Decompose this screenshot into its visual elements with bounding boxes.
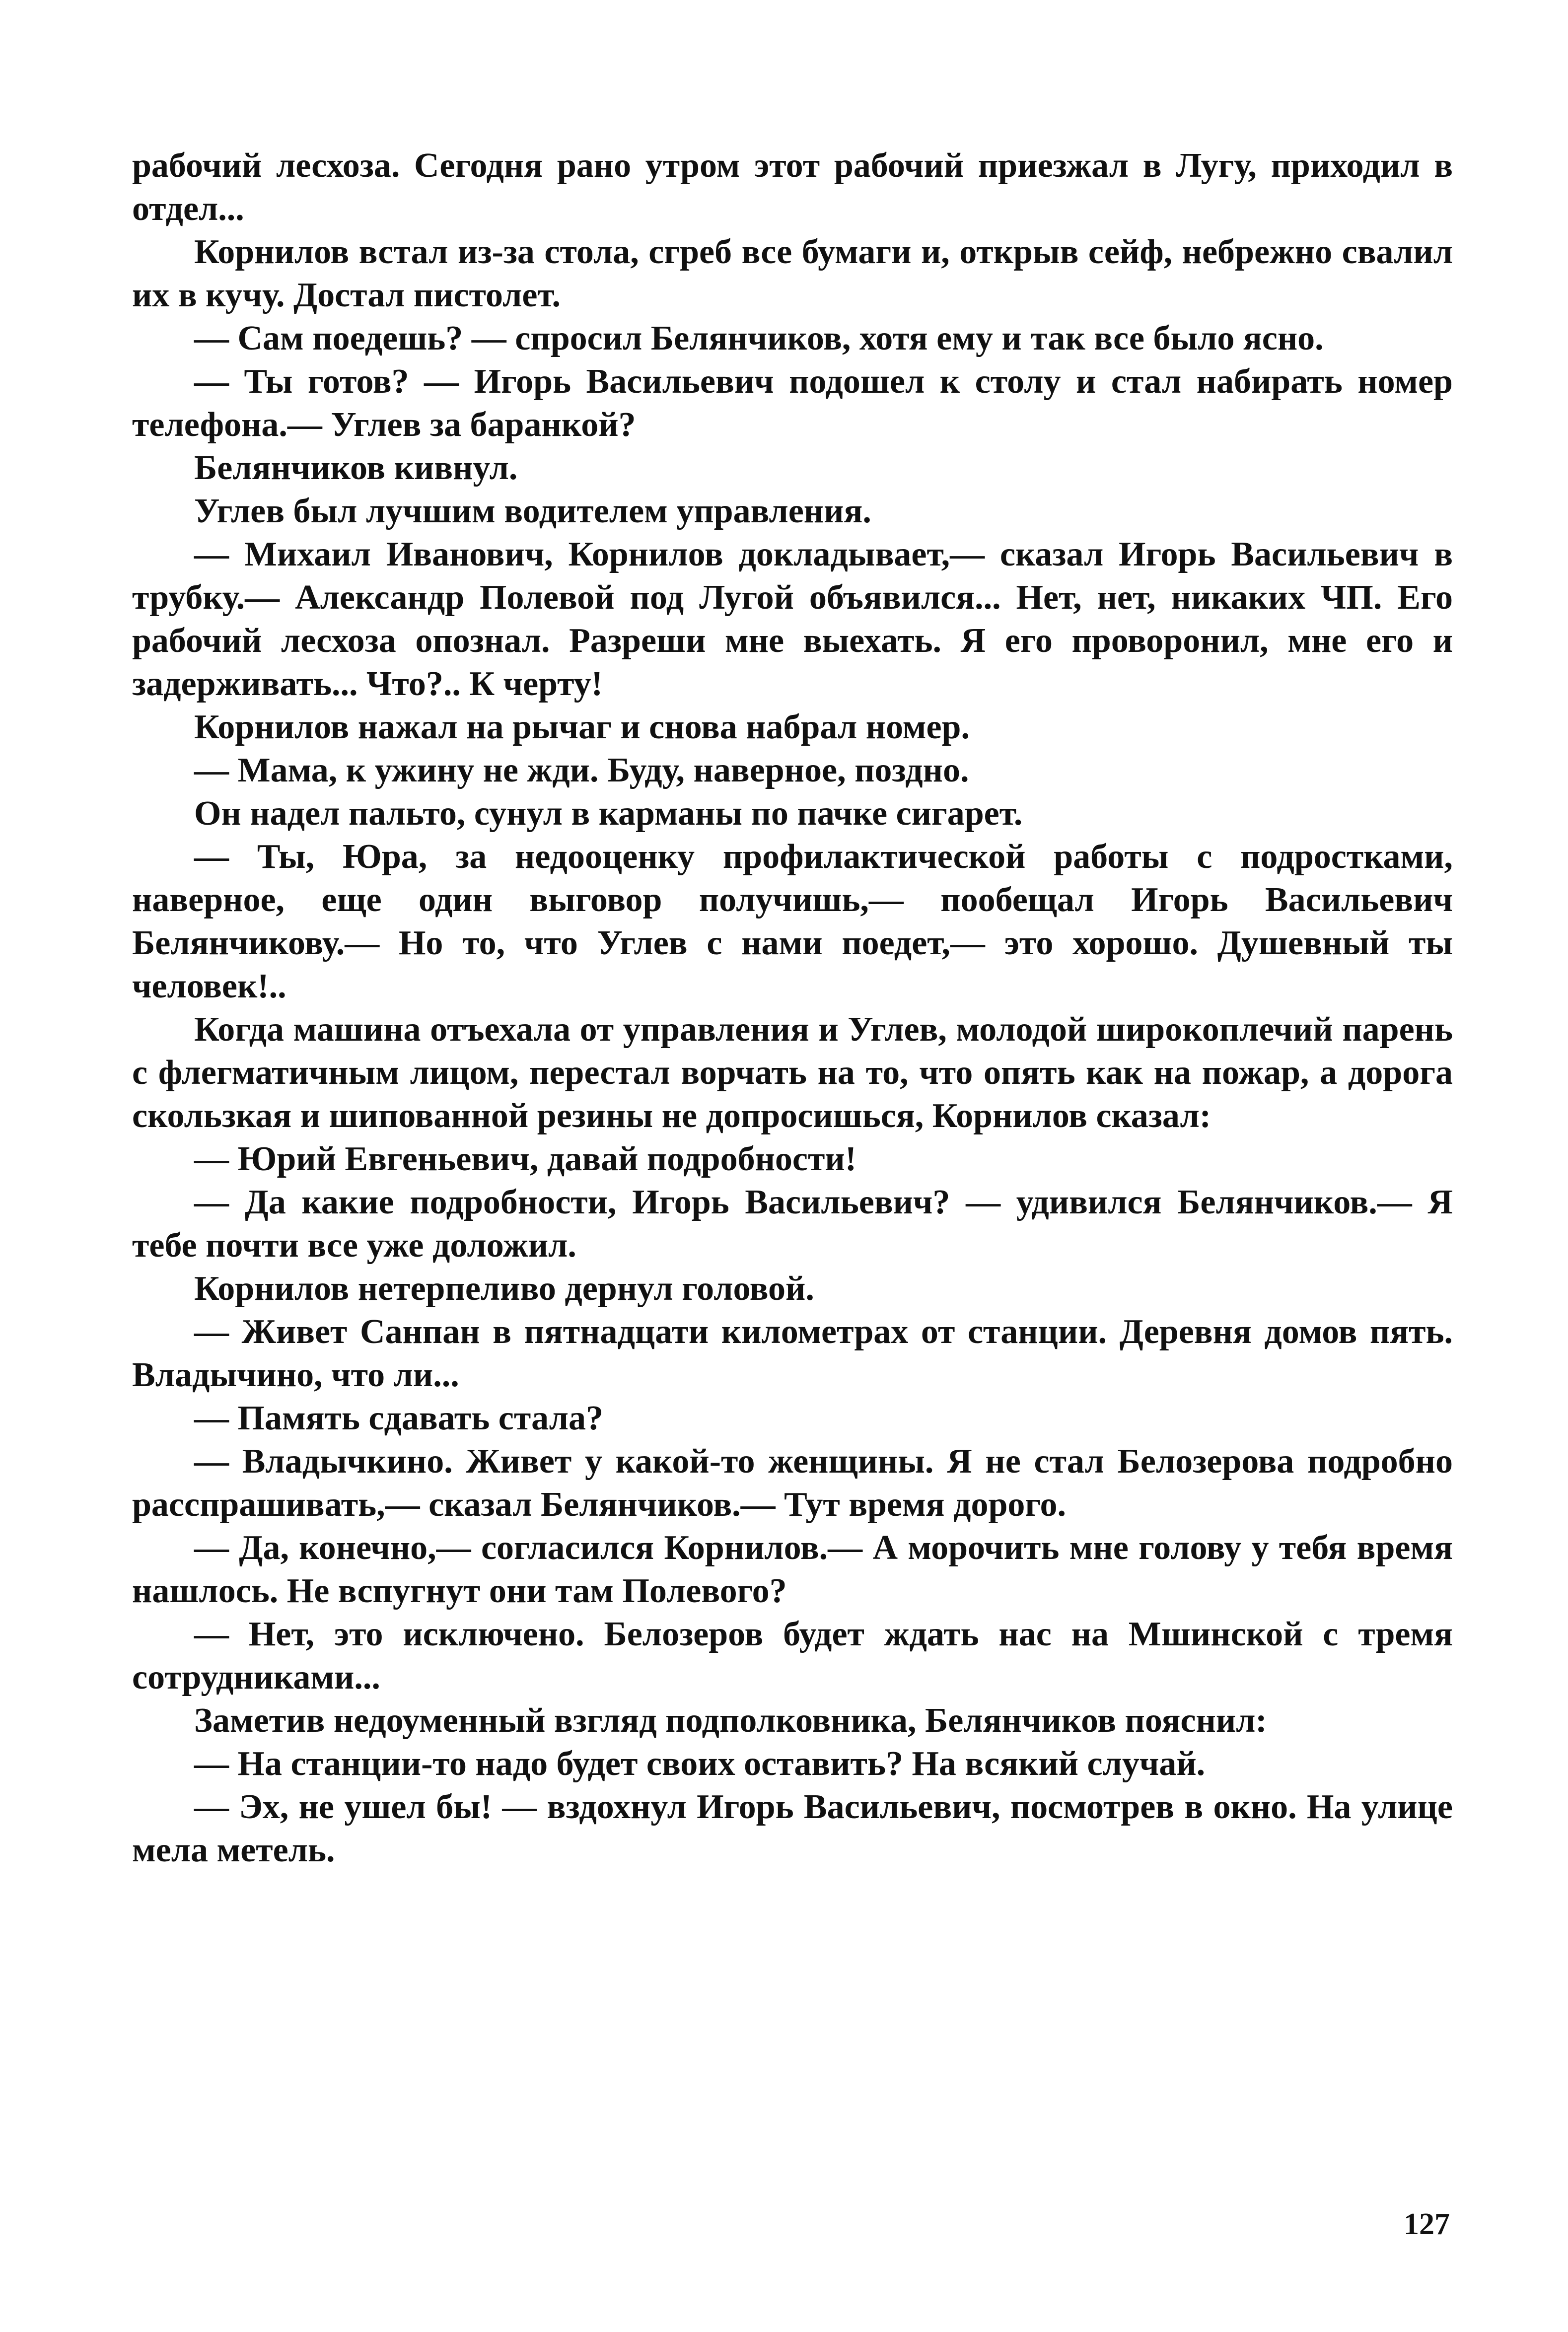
paragraph: — Да, конечно,— согласился Корнилов.— А морочить мне голову у тебя время нашлось. Не вспугнут они там Полевого? <box>132 1529 1453 1610</box>
page-number: 127 <box>1404 2207 1450 2241</box>
paragraph: — Нет, это исключено. Белозеров будет ждать нас на Мшинской с тремя сотрудниками... <box>132 1615 1453 1696</box>
paragraph: — Мама, к ужину не жди. Буду, наверное, поздно. <box>194 751 969 789</box>
paragraph: Когда машина отъехала от управления и Углев, молодой широкоплечий парень с флегматичным лицом, перестал ворчать на то, что опять как на пожар, а дорога скользкая и шипованной резины не допросишься, Корнилов сказал: <box>132 1010 1453 1135</box>
paragraph: Корнилов нетерпеливо дернул головой. <box>194 1270 814 1308</box>
page-body-text <box>132 144 1453 1872</box>
paragraph: Корнилов встал из-за стола, сгреб все бумаги и, открыв сейф, небрежно свалил их в кучу. Достал пистолет. <box>132 233 1453 314</box>
paragraph: рабочий лесхоза. Сегодня рано утром этот рабочий приезжал в Лугу, приходил в отдел... <box>132 146 1453 228</box>
paragraph: — Михаил Иванович, Корнилов докладывает,— сказал Игорь Васильевич в трубку.— Александр Полевой под Лугой объявился... Нет, нет, никаких ЧП. Его рабочий лесхоза опознал. Разреши мне выехать. Я его проворонил, мне его и задерживать... Что?.. К черту! <box>132 535 1453 703</box>
paragraph: Углев был лучшим водителем управления. <box>194 492 871 530</box>
paragraph: — Ты готов? — Игорь Васильевич подошел к столу и стал набирать номер телефона.— Углев за баранкой? <box>132 362 1453 444</box>
paragraph: — На станции-то надо будет своих оставить? На всякий случай. <box>194 1745 1206 1783</box>
paragraph: Корнилов нажал на рычаг и снова набрал номер. <box>194 708 970 746</box>
paragraph: — Да какие подробности, Игорь Васильевич? — удивился Белянчиков.— Я тебе почти все уже доложил. <box>132 1183 1453 1265</box>
paragraph: Заметив недоуменный взгляд подполковника, Белянчиков пояснил: <box>194 1701 1267 1740</box>
paragraph: — Владычкино. Живет у какой-то женщины. Я не стал Белозерова подробно расспрашивать,— сказал Белянчиков.— Тут время дорого. <box>132 1442 1453 1524</box>
paragraph: — Живет Санпан в пятнадцати километрах от станции. Деревня домов пять. Владычино, что ли... <box>132 1313 1453 1394</box>
paragraph: — Юрий Евгеньевич, давай подробности! <box>194 1140 856 1178</box>
paragraph: — Эх, не ушел бы! — вздохнул Игорь Васильевич, посмотрев в окно. На улице мела метель. <box>132 1788 1453 1869</box>
paragraph: Он надел пальто, сунул в карманы по пачке сигарет. <box>194 794 1023 833</box>
paragraph: — Память сдавать стала? <box>194 1399 603 1437</box>
paragraph: — Ты, Юра, за недооценку профилактической работы с подростками, наверное, еще один выговор получишь,— пообещал Игорь Васильевич Белянчикову.— Но то, что Углев с нами поедет,— это хорошо. Душевный ты человек!.. <box>132 838 1453 1005</box>
paragraph: Белянчиков кивнул. <box>194 449 518 487</box>
paragraph: — Сам поедешь? — спросил Белянчиков, хотя ему и так все было ясно. <box>194 319 1324 357</box>
